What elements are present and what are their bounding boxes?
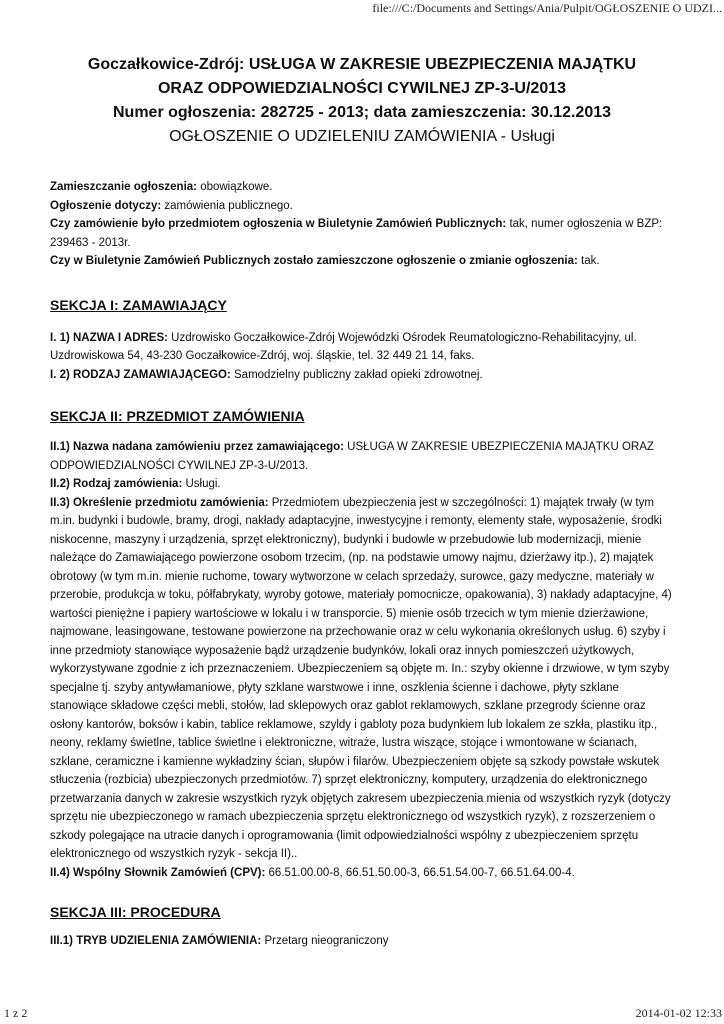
section-3-mode-value: Przetarg nieograniczony: [261, 935, 389, 947]
intro-bzp-label: Czy zamówienie było przedmiotem ogłoszenia w Biuletynie Zamówień Publicznych:: [50, 218, 507, 230]
section-3-mode-label: III.1) TRYB UDZIELENIA ZAMÓWIENIA:: [50, 935, 262, 947]
section-1-type: [50, 366, 672, 385]
print-datetime: 2014-01-02 12:33: [635, 1006, 722, 1020]
section-2-name: [50, 438, 672, 475]
section-2-cpv-label: II.4) Wspólny Słownik Zamówień (CPV):: [50, 866, 266, 879]
title-line-1: Goczałkowice-Zdrój: USŁUGA W ZAKRESIE UBEZPIECZENIA MAJĄTKU: [87, 56, 637, 73]
section-2-cpv: [50, 864, 672, 883]
section-2-kind: [50, 475, 672, 494]
browser-header-url: file:///C:/Documents and Settings/Ania/Pulpit/OGŁOSZENIE O UDZI...: [372, 1, 722, 15]
title-line-3: Numer ogłoszenia: 282725 - 2013; data zamieszczenia: 30.12.2013: [112, 104, 612, 121]
section-1-name-value: Uzdrowisko Goczałkowice-Zdrój Wojewódzki Ośrodek Reumatologiczno-Rehabilitacyjny, ul. Uzdrowiskowa 54, 43-230 Goczałkowice-Zdrój, woj. śląskie, tel. 32 449 21 14, faks.: [50, 331, 637, 362]
section-2-cpv-value: 66.51.00.00-8, 66.51.50.00-3, 66.51.54.00-7, 66.51.64.00-4.: [265, 866, 575, 879]
intro-concerns-label: Ogłoszenie dotyczy:: [50, 199, 162, 212]
intro-change: [50, 252, 672, 271]
section-2-kind-value: Usługi.: [182, 478, 221, 490]
section-1-heading: SEKCJA I: ZAMAWIAJĄCY: [50, 296, 227, 313]
intro-concerns: [50, 197, 672, 216]
section-3-mode: [50, 932, 672, 951]
section-2-kind-label: II.2) Rodzaj zamówienia:: [50, 478, 183, 490]
section-1-name-address: [50, 329, 672, 366]
intro-placement-label: Zamieszczanie ogłoszenia:: [50, 181, 197, 193]
intro-bzp: [50, 215, 672, 252]
intro-change-value: tak.: [577, 255, 600, 267]
section-2-description-label: II.3) Określenie przedmiotu zamówienia:: [50, 496, 269, 509]
section-2-heading: SEKCJA II: PRZEDMIOT ZAMÓWIENIA: [50, 408, 305, 424]
section-2-name-value: USŁUGA W ZAKRESIE UBEZPIECZENIA MAJĄTKU ORAZ ODPOWIEDZIALNOŚCI CYWILNEJ ZP-3-U/2013.: [50, 441, 654, 472]
section-1-type-value: Samodzielny publiczny zakład opieki zdrowotnej.: [230, 368, 483, 381]
notice-title: [50, 53, 674, 149]
page-counter: 1 z 2: [4, 1006, 28, 1020]
section-2-name-label: II.1) Nazwa nadana zamówieniu przez zamawiającego:: [50, 441, 344, 453]
notice-content: [50, 178, 672, 951]
title-line-2: ORAZ ODPOWIEDZIALNOŚCI CYWILNEJ ZP-3-U/2013: [157, 80, 567, 97]
section-2-description: [50, 494, 672, 864]
intro-concerns-value: zamówienia publicznego.: [161, 199, 293, 212]
section-1-name-label: I. 1) NAZWA I ADRES:: [50, 331, 168, 344]
intro-placement: [50, 178, 672, 197]
intro-bzp-value: tak, numer ogłoszenia w BZP: 239463 - 2013r.: [50, 218, 663, 249]
section-3-heading: SEKCJA III: PROCEDURA: [50, 904, 221, 920]
intro-change-label: Czy w Biuletynie Zamówień Publicznych zostało zamieszczone ogłoszenie o zmianie ogłoszenia:: [50, 255, 578, 267]
title-line-4: OGŁOSZENIE O UDZIELENIU ZAMÓWIENIA - Usługi: [169, 128, 555, 145]
intro-placement-value: obowiązkowe.: [197, 181, 273, 193]
section-1-type-label: I. 2) RODZAJ ZAMAWIAJĄCEGO:: [50, 368, 231, 381]
section-2-description-value: Przedmiotem ubezpieczenia jest w szczególności: 1) majątek trwały (w tym m.in. budynki i budowle, bramy, drogi, nakłady adaptacyjne, inwestycyjne i remonty, elementy stałe, wyposażenie, środki niskocenne, maszyny i urządzenia, sprzęt elektroniczny), budynki i budowle w przebudowie lub modernizacji, mienie należące do Zamawiającego powierzone osobom trzecim, (np. na podstawie umowy najmu, dzierżawy itp.), 2) majątek obrotowy (w tym m.in. mienie ruchome, towary wytworzone w celach sprzedaży, surowce, gazy medyczne, materiały w przerobie, produkcja w toku, półfabrykaty, wyroby gotowe, materiały pomocnicze, opakowania), 3) nakłady adaptacyjne, 4) wartości pieniężne i papiery wartościowe w lokalu i w transporcie. 5) mienie osób trzecich w tym mienie dzierżawione, najmowane, leasingowane, testowane powierzone na przechowanie oraz w celu wykonania określonych usług. 6) szyby i inne przedmioty stanowiące wyposażenie bądź urządzenie budynków, lokali oraz innych pomieszczeń użytkowych, wykorzystywane zgodnie z ich przeznaczeniem. Ubezpieczeniem są objęte m. In.: szyby okienne i drzwiowe, w tym szyby specjalne tj. szyby antywłamaniowe, płyty szklane warstwowe i inne, oszklenia ścienne i dachowe, płyty szklane stanowiące składowe części mebli, stołów, lad sklepowych oraz gablot reklamowych, szklane przegrody ścienne oraz osłony kantorów, boksów i kabin, tablice reklamowe, szyldy i gabloty poza budynkiem lub lokalem ze szkła, plastiku itp., neony, reklamy świetlne, tablice świetlne i elektroniczne, witraże, lustra wiszące, stojące i wmontowane w ścianach, szklane, ceramiczne i kamienne wykładziny ścian, słupów i filarów. Ubezpieczeniem objęte są szkody powstałe wskutek stłuczenia (rozbicia) ubezpieczonych przedmiotów. 7) sprzęt elektroniczny, komputery, urządzenia do elektronicznego przetwarzania danych w zakresie wszystkich ryzyk objętych zakresem ubezpieczenia mienia od wszystkich ryzyk (dotyczy sprzętu nie ubezpieczonego w ramach ubezpieczenia sprzętu elektronicznego od wszystkich ryzyk), z rozszerzeniem o szkody polegające na utracie danych i oprogramowania (limit odpowiedzialności wspólny z ubezpieczeniem sprzętu elektronicznego od wszystkich ryzyk - sekcja II)..: [50, 496, 672, 860]
